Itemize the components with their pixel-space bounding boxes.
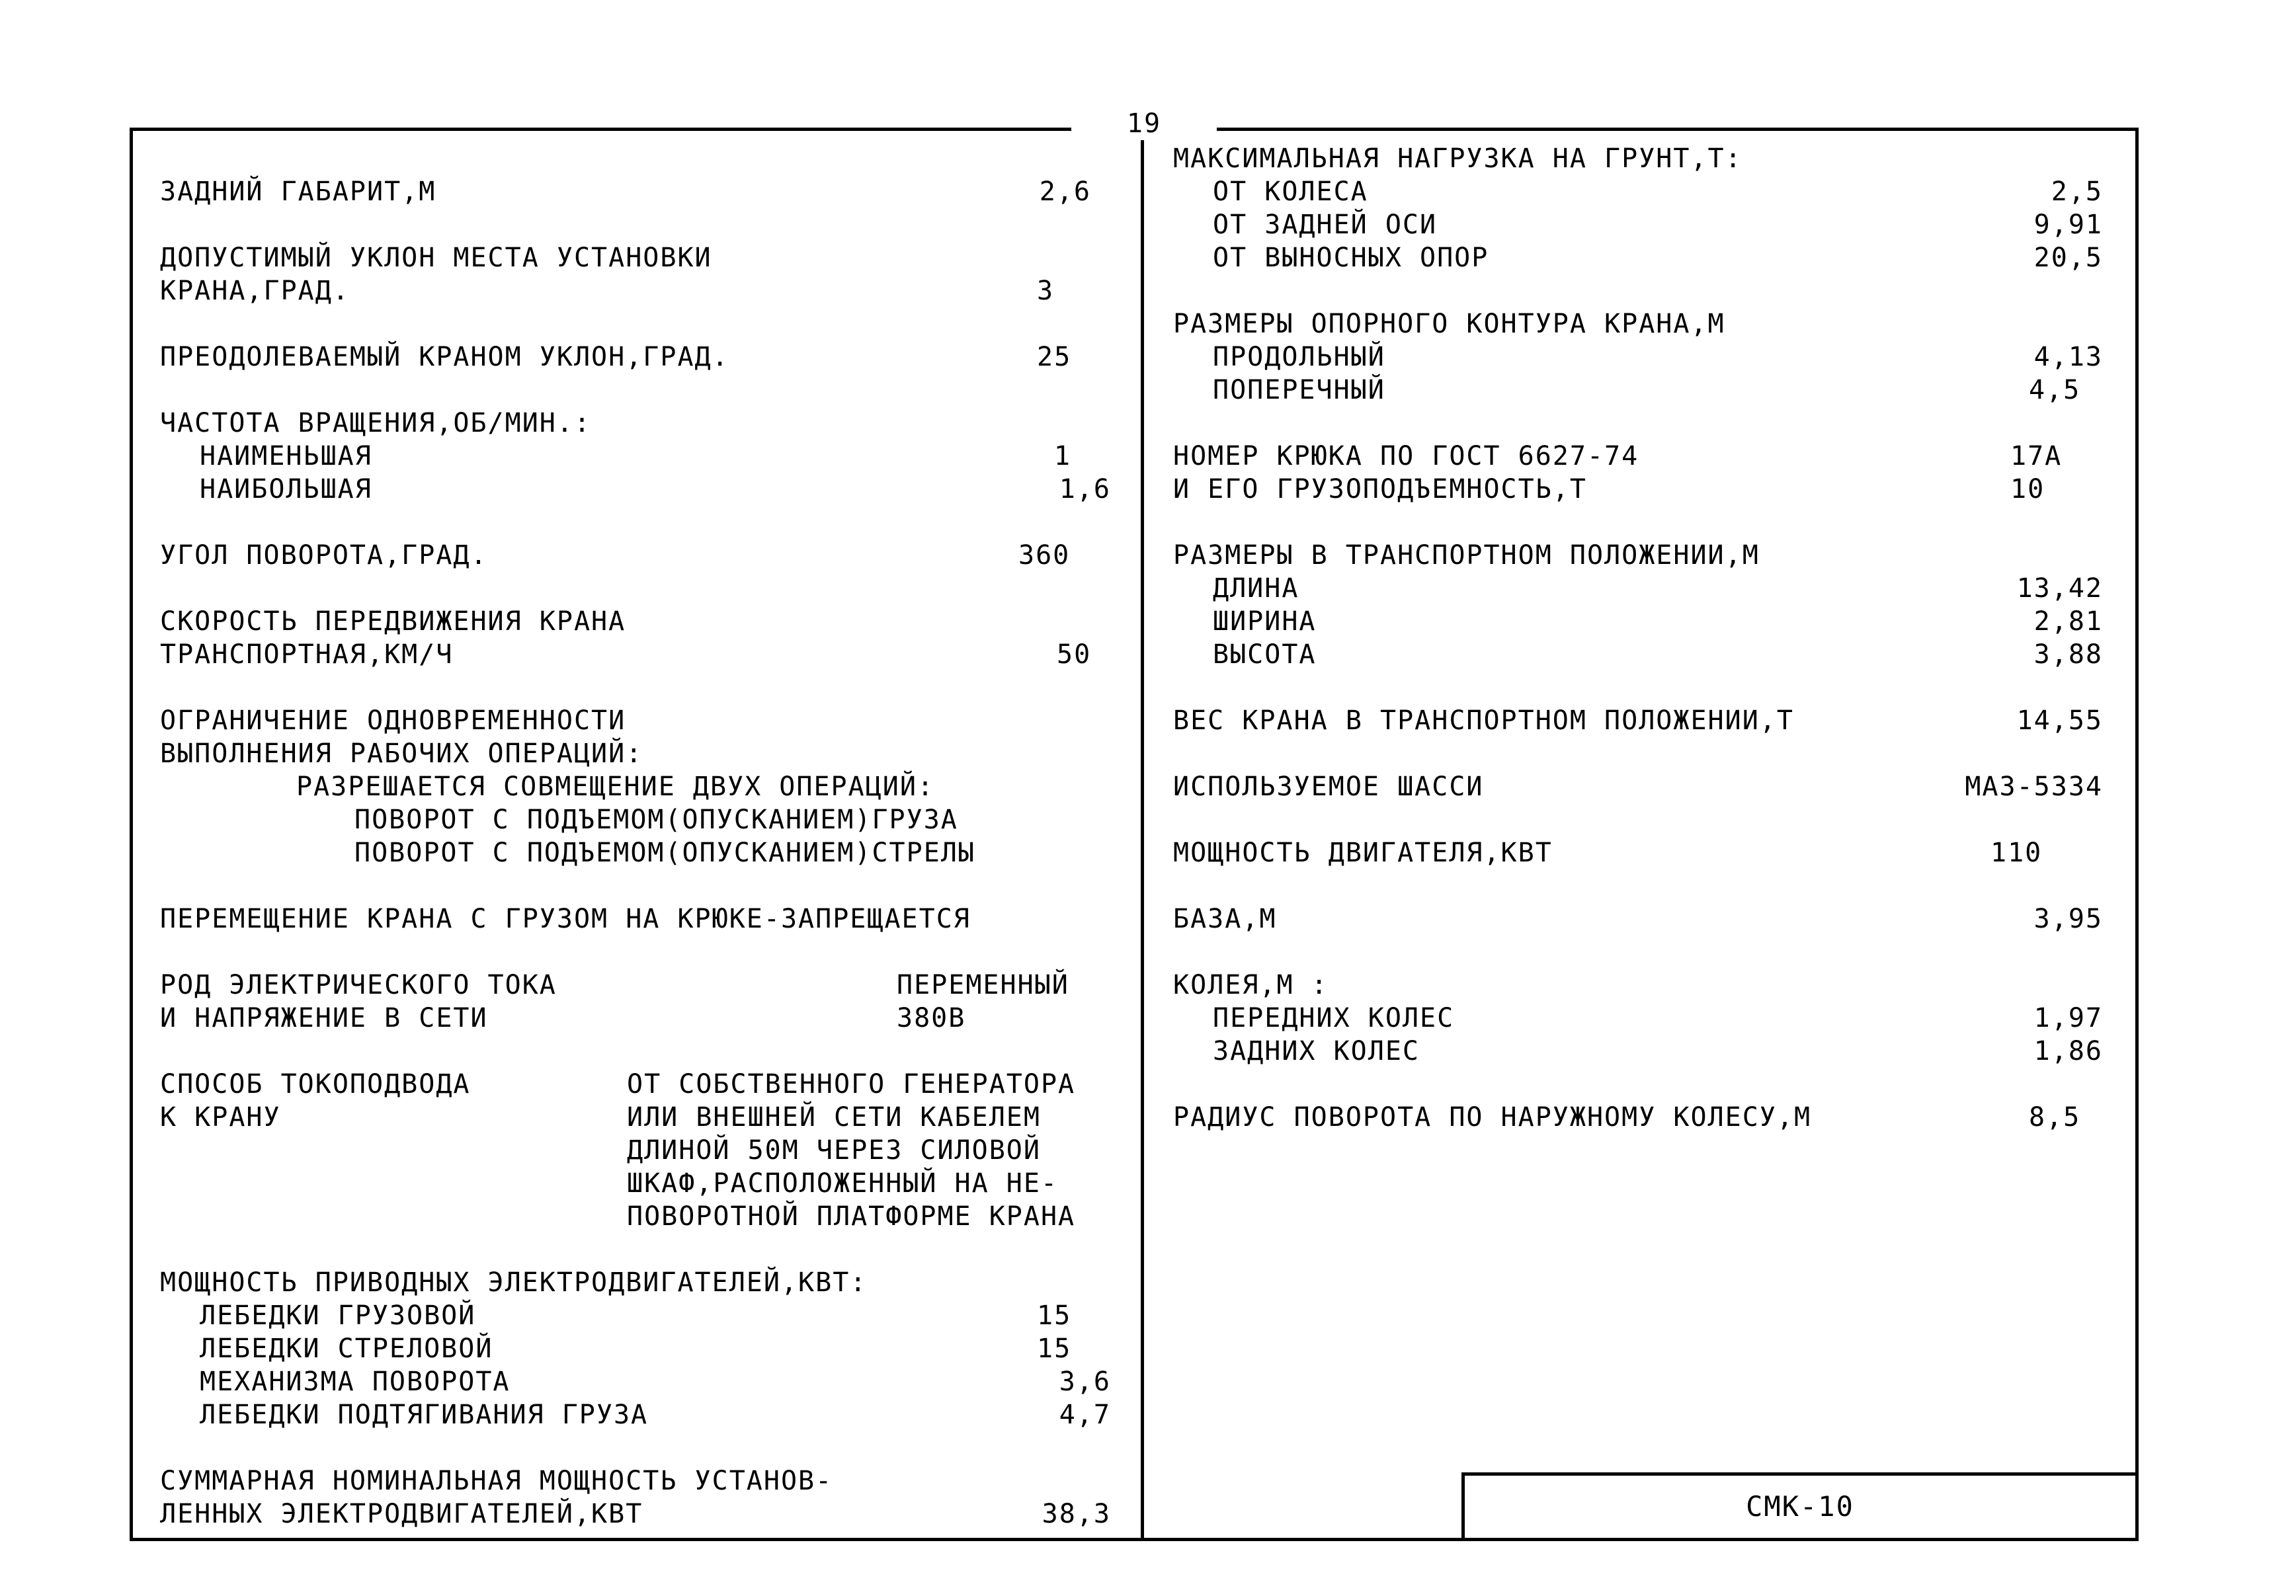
column-divider xyxy=(1141,128,1144,1541)
transport-item-value: 3,88 xyxy=(2033,639,2103,670)
speed-line-1: СКОРОСТЬ ПЕРЕДВИЖЕНИЯ КРАНА xyxy=(160,606,626,637)
speed-line-2: ТРАНСПОРТНАЯ,КМ/Ч xyxy=(160,639,454,670)
rotation-min-value: 1 xyxy=(1053,441,1071,471)
slope-install-value: 3 xyxy=(1037,276,1055,306)
limit-line-3: РАЗРЕШАЕТСЯ СОВМЕЩЕНИЕ ДВУХ ОПЕРАЦИЙ: xyxy=(296,772,935,802)
base-value: 3,95 xyxy=(2033,904,2103,934)
speed-value: 50 xyxy=(1057,639,1092,670)
track-item-value: 1,97 xyxy=(2033,1003,2103,1033)
page-number: 19 xyxy=(1098,107,1190,140)
weight-label: ВЕС КРАНА В ТРАНСПОРТНОМ ПОЛОЖЕНИИ,Т xyxy=(1173,705,1794,736)
ground-item-label: ОТ ЗАДНЕЙ ОСИ xyxy=(1213,210,1438,240)
ground-item-label: ОТ КОЛЕСА xyxy=(1213,177,1368,207)
supply-label-2: К КРАНУ xyxy=(160,1102,281,1133)
limit-line-4: ПОВОРОТ С ПОДЪЕМОМ(ОПУСКАНИЕМ)ГРУЗА xyxy=(354,805,958,835)
engine-value: 110 xyxy=(1990,838,2043,868)
motor-item-label: ЛЕБЕДКИ ПОДТЯГИВАНИЯ ГРУЗА xyxy=(200,1400,649,1430)
slope-install-line-2: КРАНА,ГРАД. xyxy=(160,276,350,306)
contour-item-value: 4,13 xyxy=(2033,342,2103,372)
total-line-2: ЛЕННЫХ ЭЛЕКТРОДВИГАТЕЛЕЙ,КВТ xyxy=(160,1499,643,1529)
motor-item-value: 4,7 xyxy=(1059,1400,1111,1430)
supply-value-line: ПОВОРОТНОЙ ПЛАТФОРМЕ КРАНА xyxy=(627,1201,1076,1232)
slope-overcome-label: ПРЕОДОЛЕВАЕМЫЙ КРАНОМ УКЛОН,ГРАД. xyxy=(160,342,729,372)
current-value-2: 380В xyxy=(897,1003,966,1033)
chassis-label: ИСПОЛЬЗУЕМОЕ ШАССИ xyxy=(1173,772,1484,802)
rotation-max-label: НАИБОЛЬШАЯ xyxy=(200,474,372,504)
contour-item-label: ПРОДОЛЬНЫЙ xyxy=(1213,342,1385,372)
transport-item-label: ШИРИНА xyxy=(1213,606,1317,637)
base-label: БАЗА,М xyxy=(1173,904,1277,934)
transport-heading: РАЗМЕРЫ В ТРАНСПОРТНОМ ПОЛОЖЕНИИ,М xyxy=(1173,540,1760,571)
current-label-1: РОД ЭЛЕКТРИЧЕСКОГО ТОКА xyxy=(160,970,557,1000)
rotation-max-value: 1,6 xyxy=(1059,474,1111,504)
rear-dim-value: 2,6 xyxy=(1039,177,1091,207)
motor-item-value: 15 xyxy=(1037,1334,1072,1364)
contour-item-value: 4,5 xyxy=(2029,375,2081,405)
supply-label-1: СПОСОБ ТОКОПОДВОДА xyxy=(160,1069,471,1099)
hook-label-2: И ЕГО ГРУЗОПОДЪЕМНОСТЬ,Т xyxy=(1173,474,1587,504)
hook-label-1: НОМЕР КРЮКА ПО ГОСТ 6627-74 xyxy=(1173,441,1639,471)
ground-item-value: 9,91 xyxy=(2033,210,2103,240)
transport-item-label: ДЛИНА xyxy=(1213,573,1299,604)
transport-item-value: 2,81 xyxy=(2033,606,2103,637)
motor-item-label: ЛЕБЕДКИ ГРУЗОВОЙ xyxy=(200,1300,476,1331)
transport-item-label: ВЫСОТА xyxy=(1213,639,1317,670)
weight-value: 14,55 xyxy=(2016,705,2103,736)
motor-item-label: ЛЕБЕДКИ СТРЕЛОВОЙ xyxy=(200,1334,493,1364)
limit-line-5: ПОВОРОТ С ПОДЪЕМОМ(ОПУСКАНИЕМ)СТРЕЛЫ xyxy=(354,838,975,868)
supply-value-line: ОТ СОБСТВЕННОГО ГЕНЕРАТОРА xyxy=(627,1069,1076,1099)
ground-load-heading: МАКСИМАЛЬНАЯ НАГРУЗКА НА ГРУНТ,Т: xyxy=(1173,143,1742,174)
hook-value-2: 10 xyxy=(2010,474,2045,504)
motor-item-value: 15 xyxy=(1037,1300,1072,1331)
motor-item-value: 3,6 xyxy=(1059,1367,1111,1397)
track-item-value: 1,86 xyxy=(2033,1036,2103,1066)
engine-label: МОЩНОСТЬ ДВИГАТЕЛЯ,КВТ xyxy=(1173,838,1553,868)
motors-heading: МОЩНОСТЬ ПРИВОДНЫХ ЭЛЕКТРОДВИГАТЕЛЕЙ,КВТ: xyxy=(160,1267,868,1298)
rotation-freq-heading: ЧАСТОТА ВРАЩЕНИЯ,ОБ/МИН.: xyxy=(160,408,592,438)
total-line-1: СУММАРНАЯ НОМИНАЛЬНАЯ МОЩНОСТЬ УСТАНОВ- xyxy=(160,1466,833,1496)
move-forbidden: ПЕРЕМЕЩЕНИЕ КРАНА С ГРУЗОМ НА КРЮКЕ-ЗАПРЕЩАЕТСЯ xyxy=(160,904,971,934)
stamp-text: СМК-10 xyxy=(1746,1490,1854,1523)
rotation-min-label: НАИМЕНЬШАЯ xyxy=(200,441,372,471)
rear-dim-label: ЗАДНИЙ ГАБАРИТ,М xyxy=(160,177,436,207)
current-value-1: ПЕРЕМЕННЫЙ xyxy=(897,970,1069,1000)
slope-install-line-1: ДОПУСТИМЫЙ УКЛОН МЕСТА УСТАНОВКИ xyxy=(160,243,712,273)
hook-value-1: 17А xyxy=(2010,441,2063,471)
contour-item-label: ПОПЕРЕЧНЫЙ xyxy=(1213,375,1385,405)
ground-item-value: 20,5 xyxy=(2033,243,2103,273)
track-item-label: ПЕРЕДНИХ КОЛЕС xyxy=(1213,1003,1455,1033)
total-value: 38,3 xyxy=(1042,1499,1111,1529)
supply-value-line: ИЛИ ВНЕШНЕЙ СЕТИ КАБЕЛЕМ xyxy=(627,1102,1041,1133)
turn-angle-value: 360 xyxy=(1018,540,1071,571)
limit-line-2: ВЫПОЛНЕНИЯ РАБОЧИХ ОПЕРАЦИЙ: xyxy=(160,738,643,769)
track-item-label: ЗАДНИХ КОЛЕС xyxy=(1213,1036,1420,1066)
chassis-value: МАЗ-5334 xyxy=(1965,772,2103,802)
ground-item-value: 2,5 xyxy=(2051,177,2103,207)
current-label-2: И НАПРЯЖЕНИЕ В СЕТИ xyxy=(160,1003,488,1033)
ground-item-label: ОТ ВЫНОСНЫХ ОПОР xyxy=(1213,243,1489,273)
limit-line-1: ОГРАНИЧЕНИЕ ОДНОВРЕМЕННОСТИ xyxy=(160,705,626,736)
transport-item-value: 13,42 xyxy=(2016,573,2103,604)
contour-heading: РАЗМЕРЫ ОПОРНОГО КОНТУРА КРАНА,М xyxy=(1173,309,1725,339)
radius-label: РАДИУС ПОВОРОТА ПО НАРУЖНОМУ КОЛЕСУ,М xyxy=(1173,1102,1812,1133)
radius-value: 8,5 xyxy=(2029,1102,2081,1133)
motor-item-label: МЕХАНИЗМА ПОВОРОТА xyxy=(200,1367,511,1397)
track-heading: КОЛЕЯ,М : xyxy=(1173,970,1329,1000)
supply-value-line: ШКАФ,РАСПОЛОЖЕННЫЙ НА НЕ- xyxy=(627,1168,1059,1199)
turn-angle-label: УГОЛ ПОВОРОТА,ГРАД. xyxy=(160,540,488,571)
supply-value-line: ДЛИНОЙ 50М ЧЕРЕЗ СИЛОВОЙ xyxy=(627,1135,1041,1166)
slope-overcome-value: 25 xyxy=(1037,342,1072,372)
